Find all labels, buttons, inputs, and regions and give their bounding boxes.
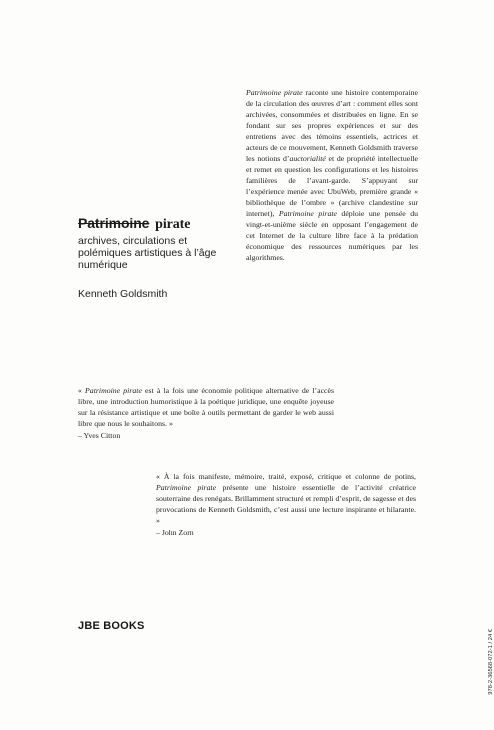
description-text-3: déploie une pensée du vingt-et-unième siècle en opposant l’engagement de cet Internet de la culture libre face à la prédation économique des ressources numériques par les algorithmes. (246, 209, 419, 262)
quote-citton (78, 385, 334, 441)
title-block (78, 215, 238, 300)
quote-zorn-text (156, 471, 416, 526)
isbn-price: 978-2-36568-072-1 / 24 € (488, 629, 494, 695)
quote-citton-author: – Yves Citton (78, 431, 121, 441)
quote-zorn-body-1: « À la fois manifeste, mémoire, traité, exposé, critique et colonne de potins, (156, 472, 416, 481)
publisher-logo: JBE BOOKS (78, 620, 145, 632)
quote-citton-italic: Patrimoine pirate (85, 386, 142, 395)
quote-citton-text (78, 385, 334, 429)
description-text-1: raconte une histoire contemporaine de la circulation des œuvres d’art : comment elles sont archivées, consommées et distribuées en ligne. En se fondant sur ses propres expériences et sur des entretiens avec des témoins essentiels, actrices et acteurs de ce mouvement, Kenneth Goldsmith traverse les notions d’ (246, 88, 419, 163)
title-crossed-word: Patrimoine (78, 215, 150, 231)
description-italic-2: auctorialité (289, 154, 326, 163)
quote-citton-prefix: « (78, 386, 86, 395)
quote-zorn-body-2: présente une histoire essentielle de l’activité créatrice souterraine des renégats. Brillamment structuré et rempli d’esprit, de sagesse et des provocations de Kenneth Goldsmith, c’est aussi une lecture inspirante et hilarante. » (156, 483, 416, 526)
description-italic-1: Patrimoine pirate (246, 88, 303, 97)
book-author: Kenneth Goldsmith (78, 288, 168, 300)
description-italic-3: Patrimoine pirate (278, 209, 337, 218)
description-text-2: et de propriété intellectuelle et remet en question les configurations et les histoires familières de l’avant-garde. S’appuyant sur l’expérience menée avec UbuWeb, première grande « bibliothèque de l’ombre » (archive clandestine sur internet), (246, 154, 418, 218)
quote-zorn-italic: Patrimoine pirate (156, 483, 217, 493)
book-description (246, 87, 418, 263)
book-title (78, 215, 238, 233)
quote-zorn (156, 471, 416, 538)
quote-zorn-author: – John Zorn (156, 528, 194, 538)
book-subtitle: archives, circulations et polémiques artistiques à l’âge numérique (78, 235, 217, 271)
quote-citton-body: est à la fois une économie politique alternative de l’accès libre, une introduction humoristique à la poétique juridique, une enquête joyeuse sur la résistance artistique et une boîte à outils permettant de garder le web aussi libre que nous le souhaitons. » (78, 386, 334, 429)
title-word: pirate (155, 217, 191, 232)
